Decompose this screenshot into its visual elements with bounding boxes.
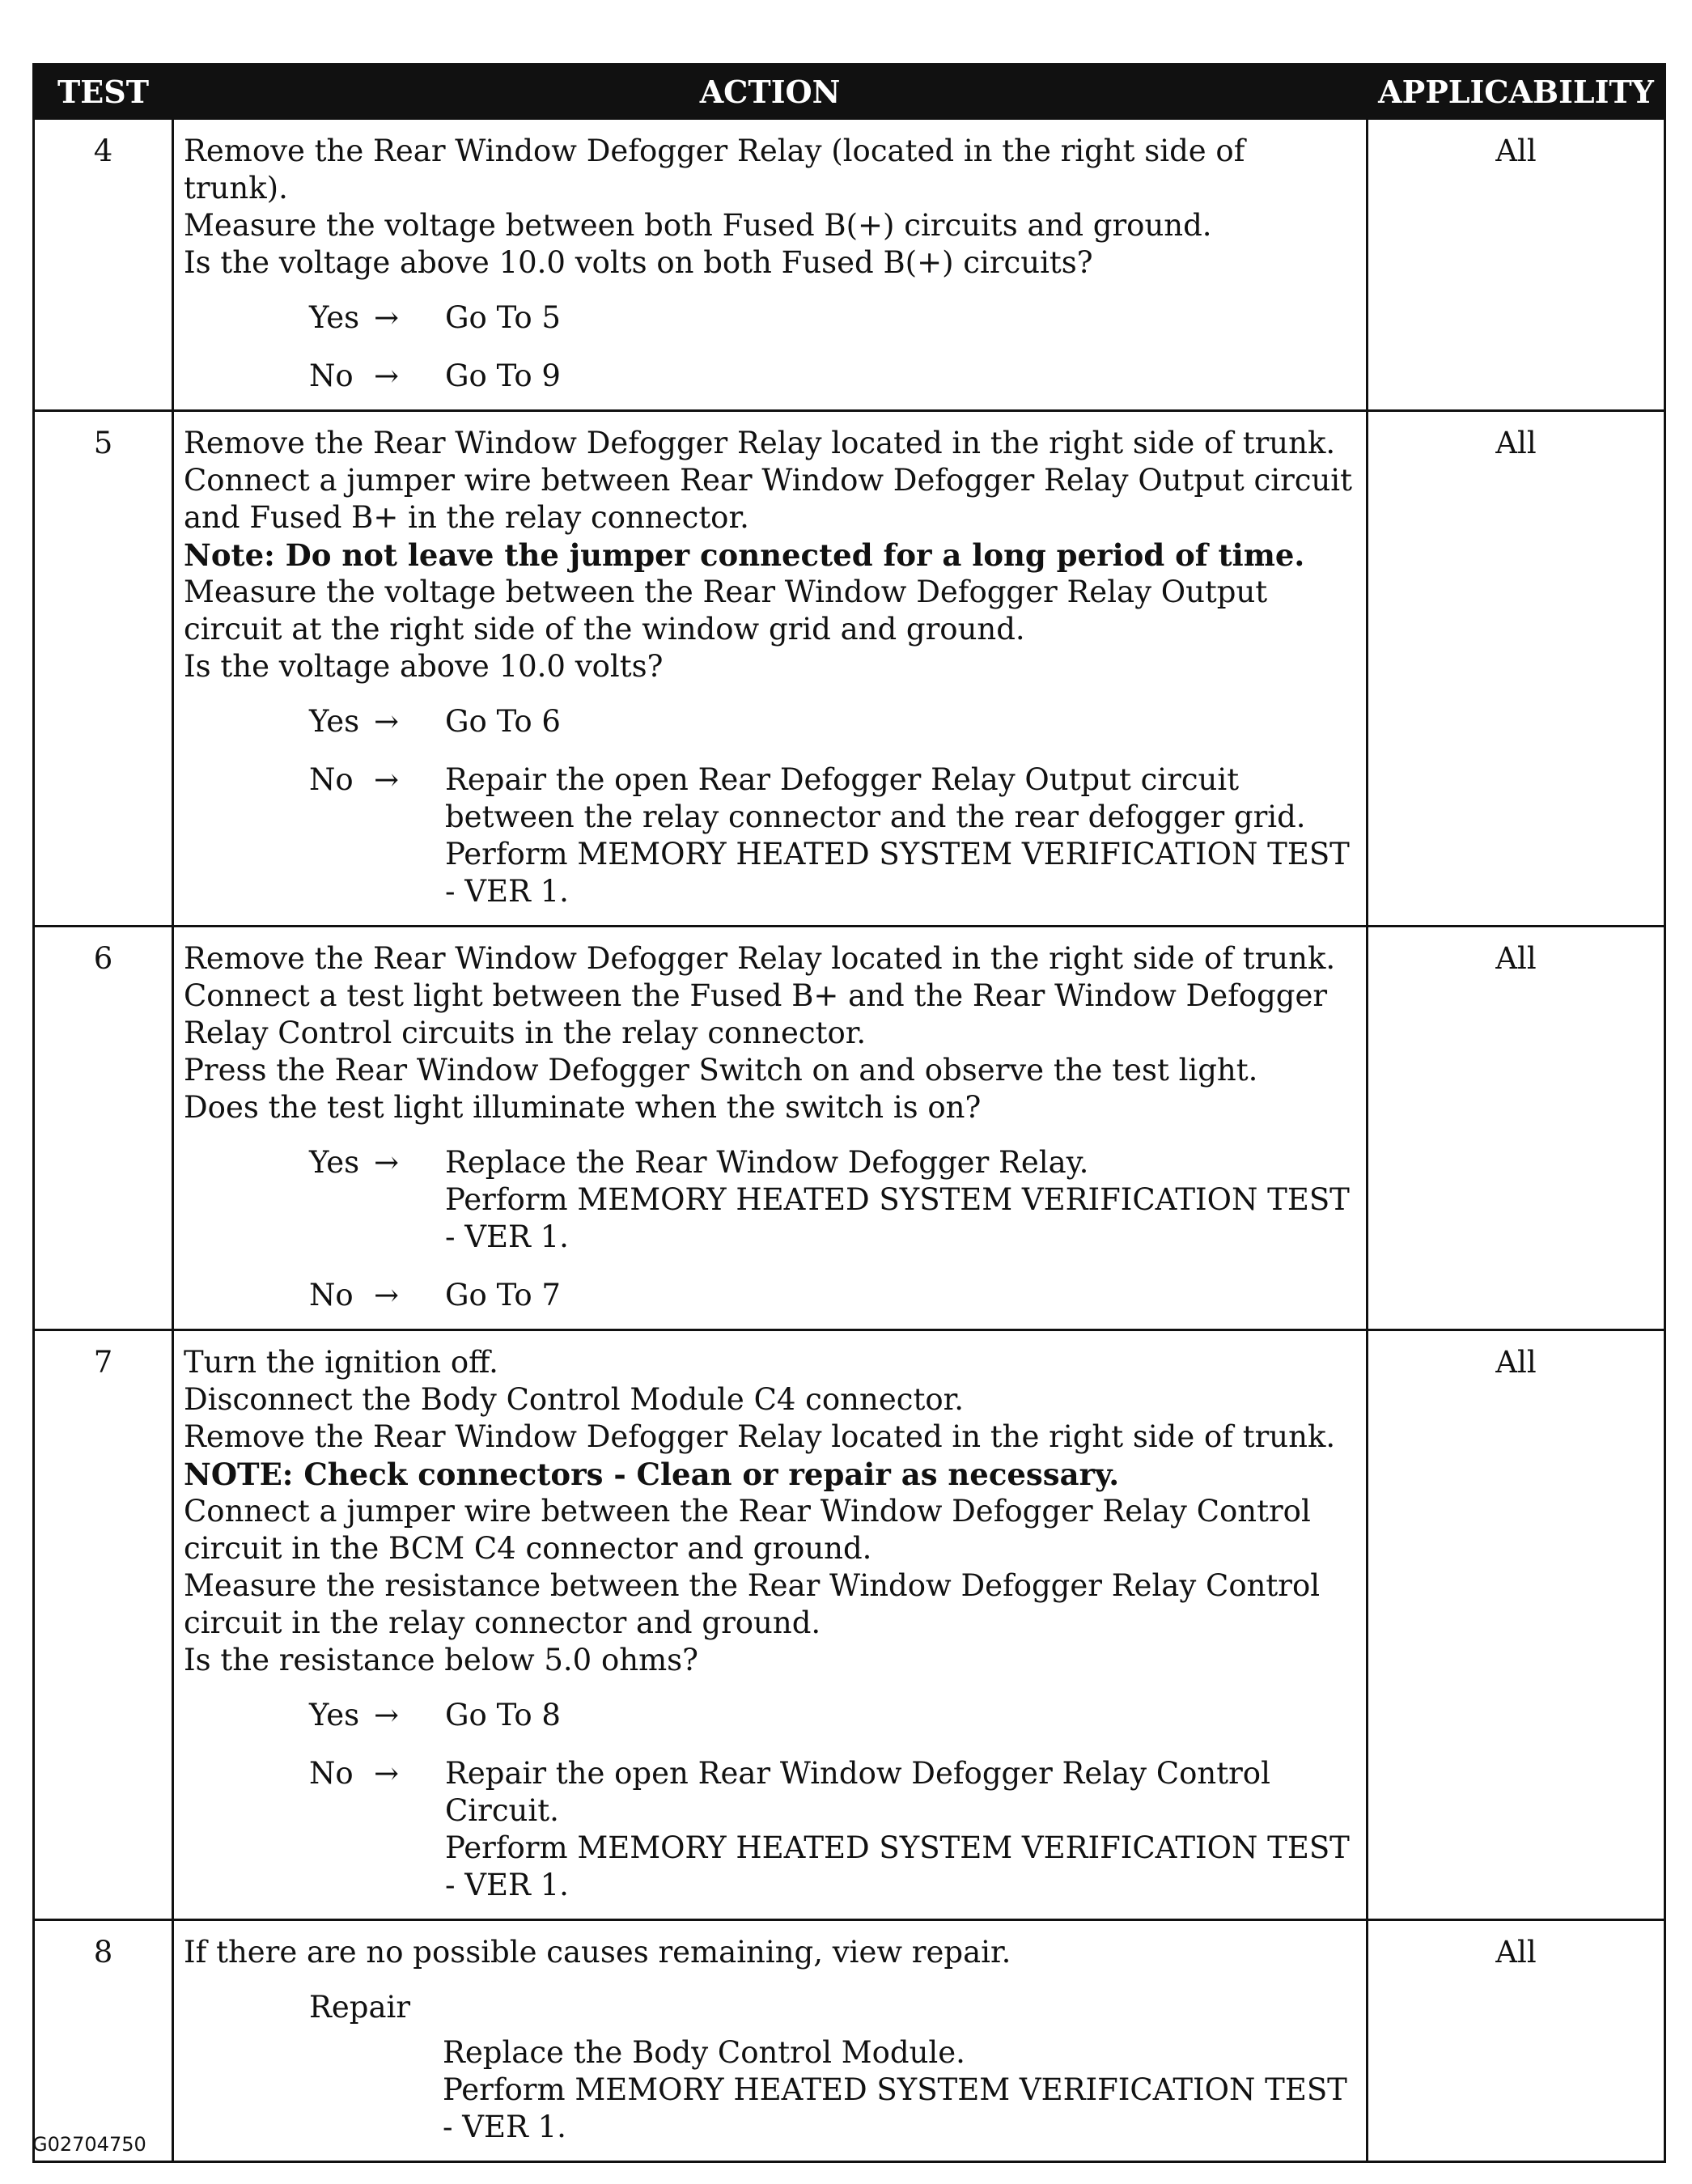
result-line: Go To 9 xyxy=(445,358,561,393)
action-note: NOTE: Check connectors - Clean or repair as necessary. xyxy=(184,1457,1120,1492)
action-step: Measure the voltage between the Rear Window Defogger Relay Output circuit at the right side of the window grid and ground. xyxy=(184,575,1268,647)
action-step: Measure the resistance between the Rear Window Defogger Relay Control circuit in the relay connector and ground. xyxy=(184,1568,1321,1640)
action-cell xyxy=(173,1920,1368,2162)
test-number: 5 xyxy=(34,411,173,927)
result-line: Replace the Rear Window Defogger Relay. xyxy=(445,1145,1089,1180)
answer-label: No xyxy=(309,1278,354,1313)
action-step: Connect a test light between the Fused B+ and the Rear Window Defogger Relay Control circuits in the relay connector. xyxy=(184,978,1328,1050)
answer-option xyxy=(309,1755,1356,1904)
action-step: Connect a jumper wire between the Rear Window Defogger Relay Control circuit in the BCM C4 connector and ground. xyxy=(184,1494,1311,1566)
table-row xyxy=(34,119,1665,411)
answer-option xyxy=(309,358,1356,395)
result-line: Go To 7 xyxy=(445,1278,561,1313)
action-cell xyxy=(173,1330,1368,1920)
answer-result xyxy=(445,358,1356,395)
arrow-right-icon: → xyxy=(374,358,400,393)
answer-option xyxy=(309,299,1356,337)
arrow-right-icon: → xyxy=(374,704,400,739)
table-header-row xyxy=(34,65,1665,119)
applicability-value: All xyxy=(1368,927,1665,1330)
answer-label: Yes xyxy=(309,1145,360,1180)
arrow-right-icon: → xyxy=(374,1698,400,1732)
repair-result xyxy=(443,2034,1356,2146)
answer-label: No xyxy=(309,358,354,393)
answer-result xyxy=(445,703,1356,740)
answer-result xyxy=(445,1697,1356,1734)
test-number: 6 xyxy=(34,927,173,1330)
table-body xyxy=(34,119,1665,2162)
result-line: Go To 5 xyxy=(445,300,561,335)
action-step: Connect a jumper wire between Rear Window Defogger Relay Output circuit and Fused B+ in the relay connector. xyxy=(184,463,1353,535)
result-line: Go To 8 xyxy=(445,1698,561,1732)
action-note: Note: Do not leave the jumper connected for a long period of time. xyxy=(184,537,1305,573)
answer-option xyxy=(309,1144,1356,1256)
action-step: Disconnect the Body Control Module C4 connector. xyxy=(184,1382,964,1417)
table-row xyxy=(34,411,1665,927)
figure-id: G02704750 xyxy=(32,2133,146,2156)
answer-option xyxy=(309,1277,1356,1314)
result-line: Perform MEMORY HEATED SYSTEM VERIFICATION TEST - VER 1. xyxy=(445,1830,1350,1902)
result-line: Repair the open Rear Defogger Relay Output circuit between the relay connector and the rear defogger grid. xyxy=(445,762,1306,834)
action-step: Does the test light illuminate when the switch is on? xyxy=(184,1090,982,1125)
action-step: Is the voltage above 10.0 volts? xyxy=(184,649,664,684)
result-line: Perform MEMORY HEATED SYSTEM VERIFICATION TEST - VER 1. xyxy=(445,1182,1350,1254)
action-step: Turn the ignition off. xyxy=(184,1345,498,1380)
answer-label: No xyxy=(309,1756,354,1791)
applicability-value: All xyxy=(1368,1920,1665,2162)
answer-result xyxy=(445,1144,1356,1256)
applicability-value: All xyxy=(1368,411,1665,927)
action-step: Remove the Rear Window Defogger Relay (located in the right side of trunk). xyxy=(184,134,1245,206)
arrow-right-icon: → xyxy=(374,1756,400,1791)
applicability-value: All xyxy=(1368,1330,1665,1920)
answer-options xyxy=(309,1697,1356,1904)
result-line: Perform MEMORY HEATED SYSTEM VERIFICATION TEST - VER 1. xyxy=(445,837,1350,909)
action-step: Remove the Rear Window Defogger Relay located in the right side of trunk. xyxy=(184,426,1336,460)
test-number: 7 xyxy=(34,1330,173,1920)
answer-result xyxy=(445,1755,1356,1904)
answer-label: Yes xyxy=(309,300,360,335)
result-line: Repair the open Rear Window Defogger Relay Control Circuit. xyxy=(445,1756,1270,1828)
diagnostic-table-sheet xyxy=(32,63,1664,2163)
answer-label: No xyxy=(309,762,354,797)
arrow-right-icon: → xyxy=(374,762,400,797)
action-step: Remove the Rear Window Defogger Relay located in the right side of trunk. xyxy=(184,941,1336,976)
header-applicability: APPLICABILITY xyxy=(1368,65,1665,119)
result-line: Perform MEMORY HEATED SYSTEM VERIFICATION TEST - VER 1. xyxy=(443,2072,1347,2144)
answer-result xyxy=(445,299,1356,337)
answer-option xyxy=(309,703,1356,740)
header-action: ACTION xyxy=(173,65,1368,119)
action-step: If there are no possible causes remaining, view repair. xyxy=(184,1935,1011,1970)
table-row xyxy=(34,927,1665,1330)
test-number: 8 xyxy=(34,1920,173,2162)
repair-label: Repair xyxy=(309,1990,411,2025)
action-step: Remove the Rear Window Defogger Relay located in the right side of trunk. xyxy=(184,1419,1336,1454)
answer-label: Yes xyxy=(309,1698,360,1732)
arrow-right-icon: → xyxy=(374,1145,400,1180)
action-step: Press the Rear Window Defogger Switch on and observe the test light. xyxy=(184,1053,1258,1088)
action-cell xyxy=(173,927,1368,1330)
answer-options xyxy=(309,1144,1356,1314)
action-cell xyxy=(173,119,1368,411)
result-line: Replace the Body Control Module. xyxy=(443,2035,965,2070)
diagnostic-test-table xyxy=(32,63,1666,2163)
test-number: 4 xyxy=(34,119,173,411)
table-row xyxy=(34,1330,1665,1920)
action-step: Measure the voltage between both Fused B(+) circuits and ground. xyxy=(184,208,1212,243)
arrow-right-icon: → xyxy=(374,1278,400,1313)
arrow-right-icon: → xyxy=(374,300,400,335)
answer-option xyxy=(309,1697,1356,1734)
answer-result xyxy=(445,761,1356,910)
answer-result xyxy=(445,1277,1356,1314)
action-step: Is the voltage above 10.0 volts on both Fused B(+) circuits? xyxy=(184,245,1093,280)
answer-options xyxy=(309,299,1356,395)
result-line: Go To 6 xyxy=(445,704,561,739)
applicability-value: All xyxy=(1368,119,1665,411)
action-cell xyxy=(173,411,1368,927)
answer-option xyxy=(309,761,1356,910)
table-row xyxy=(34,1920,1665,2162)
answer-options xyxy=(309,703,1356,910)
header-test: TEST xyxy=(34,65,173,119)
answer-label: Yes xyxy=(309,704,360,739)
action-step: Is the resistance below 5.0 ohms? xyxy=(184,1643,698,1677)
